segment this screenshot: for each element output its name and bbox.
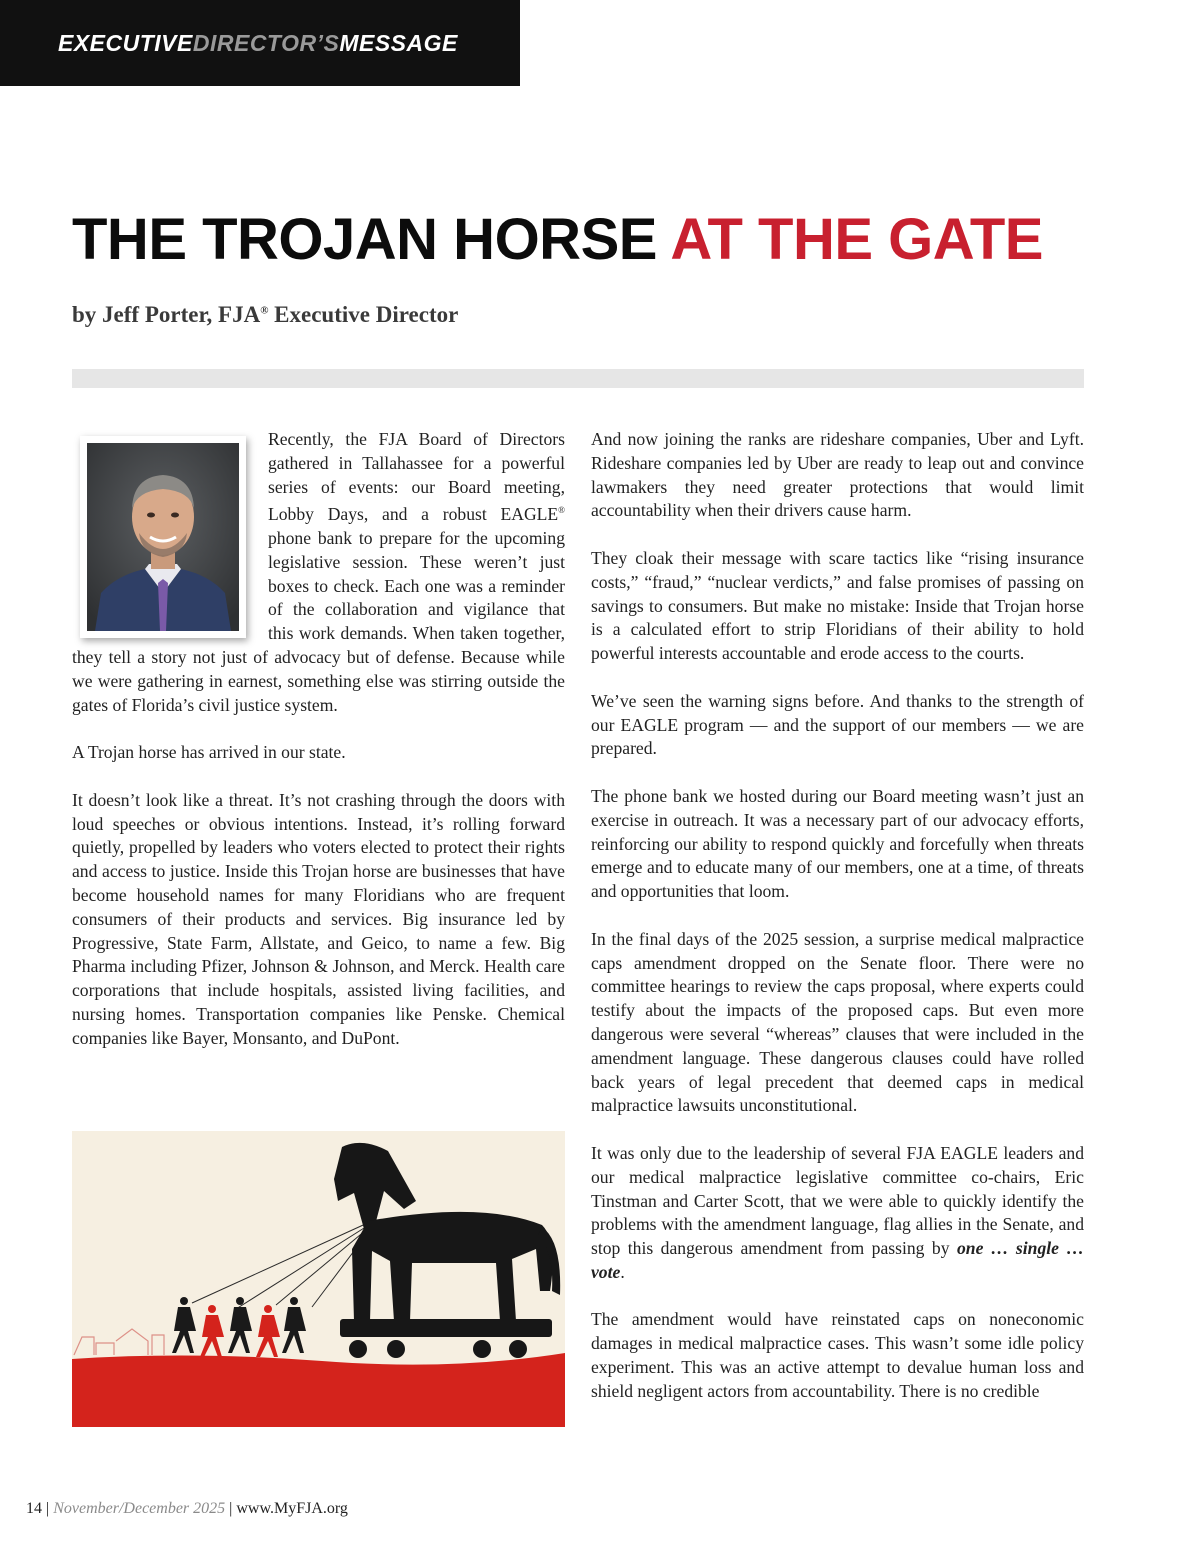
- author-portrait: [80, 436, 246, 638]
- paragraph-right-6-part-b: .: [620, 1261, 625, 1282]
- byline-author: by Jeff Porter, FJA: [72, 302, 261, 327]
- page-number: 14: [26, 1500, 42, 1517]
- paragraph-left-1-part-b: phone bank to prepare for the upcoming legislative session. These weren’t just boxes to check. Each one was a reminder of the collaboration and vigilance that this work demands. When taken together, they tell a story not just of advocacy but of defense. Because while we were gathering in earnest, something else was stirring outside the gates of Florida’s civil justice system.: [72, 528, 565, 715]
- issue-date: November/December 2025: [53, 1500, 226, 1517]
- website-link[interactable]: www.MyFJA.org: [236, 1500, 348, 1517]
- paragraph-left-1-part-a: Recently, the FJA Board of Directors gathered in Tallahassee for a powerful series of events: our Board meeting, Lobby Days, and a robust EAGLE: [268, 429, 565, 525]
- article-column-left: [72, 428, 565, 1074]
- section-tab-word-message: MESSAGE: [339, 30, 458, 56]
- section-tab-word-executive: EXECUTIVE: [58, 30, 193, 56]
- byline-title: Executive Director: [268, 302, 459, 327]
- headline-black-part: THE TROJAN HORSE: [72, 207, 657, 272]
- author-portrait-image: [87, 443, 239, 631]
- eagle-registered-mark: ®: [558, 505, 565, 516]
- byline: [72, 302, 458, 328]
- paragraph-right-5: In the final days of the 2025 session, a surprise medical malpractice caps amendment dropped on the Senate floor. There were no committee hearings to review the caps proposal, where experts could testify about the impacts of the proposed caps. But even more dangerous were several “whereas” clauses that were included in the amendment language. These dangerous clauses could have rolled back years of legal precedent that deemed caps in medical malpractice lawsuits unconstitutional.: [591, 928, 1084, 1116]
- paragraph-left-2: A Trojan horse has arrived in our state.: [72, 742, 346, 763]
- header-divider-bar: [72, 369, 1084, 388]
- headline-red-part: AT THE GATE: [670, 207, 1043, 272]
- byline-registered-mark: ®: [260, 304, 269, 317]
- footer-separator: |: [225, 1500, 237, 1517]
- paragraph-left-3: It doesn’t look like a threat. It’s not crashing through the doors with loud speeches or obvious intentions. Instead, it’s rolling forward quietly, propelled by leaders who voters elected to protect their rights and access to justice. Inside this Trojan horse are businesses that have become household names for many Floridians who are frequent consumers of their products and services. Big insurance led by Progressive, State Farm, Allstate, and Geico, to name a few. Big Pharma including Pfizer, Johnson & Johnson, and Merck. Health care corporations that include hospitals, assisted living facilities, and nursing homes. Transportation companies like Penske. Chemical companies like Bayer, Monsanto, and DuPont.: [72, 789, 565, 1048]
- one-single-vote-emphasis: one … single … vote: [591, 1238, 1084, 1282]
- section-tab-word-directors: DIRECTOR’S: [192, 30, 340, 56]
- paragraph-right-4: The phone bank we hosted during our Board meeting wasn’t just an exercise in outreach. It was a necessary part of our advocacy efforts, reinforcing our ability to respond quickly and forcefully when threats emerge and to educate many of our members, one at a time, of threats and opportunities that loom.: [591, 785, 1084, 902]
- section-tab: [0, 0, 520, 86]
- paragraph-right-6-part-a: It was only due to the leadership of several FJA EAGLE leaders and our medical malpractice legislative committee co-chairs, Eric Tinstman and Carter Scott, that we were able to quickly identify the problems with the amendment language, flag allies in the Senate, and stop this dangerous amendment from passing by: [591, 1142, 1084, 1259]
- footer-separator: |: [42, 1500, 54, 1517]
- paragraph-right-2: They cloak their message with scare tactics like “rising insurance costs,” “fraud,” “nuclear verdicts,” and false promises of passing on savings to consumers. But make no mistake: Inside that Trojan horse is a calculated effort to strip Floridians of their ability to hold powerful interests accountable and erode access to the courts.: [591, 547, 1084, 664]
- article-headline: [72, 206, 1043, 273]
- paragraph-right-1: And now joining the ranks are rideshare companies, Uber and Lyft. Rideshare companies led by Uber are ready to leap out and convince lawmakers they need greater protections that would limit accountability when their drivers cause harm.: [591, 429, 1084, 521]
- section-tab-label: [58, 30, 458, 57]
- page-footer: [26, 1500, 348, 1518]
- paragraph-right-3: We’ve seen the warning signs before. And thanks to the strength of our EAGLE program — and the support of our members — we are prepared.: [591, 690, 1084, 759]
- illustration-red-ground: [72, 1353, 565, 1427]
- paragraph-right-7: The amendment would have reinstated caps on noneconomic damages in medical malpractice cases. This wasn’t some idle policy experiment. This was an active attempt to devalue human loss and shield negligent actors from accountability. There is no credible: [591, 1309, 1084, 1401]
- trojan-horse-illustration: [72, 1131, 565, 1427]
- paragraph-right-6: [591, 1142, 1084, 1285]
- article-column-right: [591, 428, 1084, 1427]
